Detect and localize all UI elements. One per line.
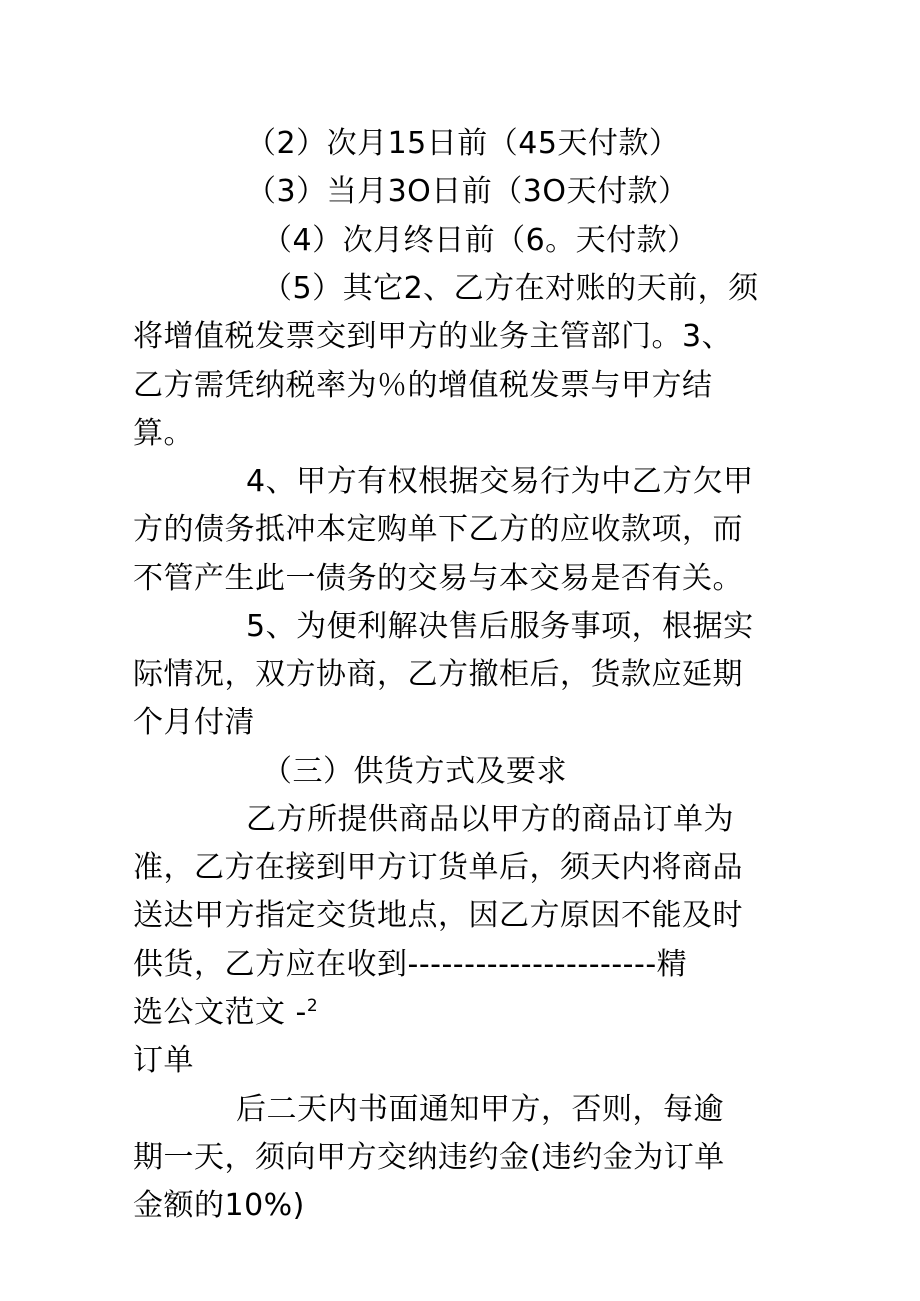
- paragraph-line: 方的债务抵冲本定购单下乙方的应收款项，而: [133, 512, 743, 547]
- supply-clause-line: 乙方所提供商品以甲方的商品订单为: [246, 802, 734, 837]
- paragraph-line: 金额的10%): [133, 1188, 305, 1223]
- footer-text: 选公文范文 -: [133, 995, 307, 1030]
- payment-term-5: （5）其它2、乙方在对账的天前，须: [262, 271, 759, 306]
- clause-5-line: 5、为便利解决售后服务事项，根据实: [246, 609, 754, 644]
- paragraph-line: 乙方需凭纳税率为％的增值税发票与甲方结: [133, 368, 713, 403]
- page-number: 2: [306, 996, 319, 1016]
- payment-term-2: （2）次月15日前（45天付款）: [246, 126, 680, 161]
- notice-clause-line: 后二天内书面通知甲方，否则，每逾: [236, 1092, 724, 1127]
- paragraph-line: 供货，乙方应在收到----------------------精: [133, 947, 688, 982]
- section-heading: （三）供货方式及要求: [262, 754, 567, 789]
- clause-4-line: 4、甲方有权根据交易行为中乙方欠甲: [246, 464, 754, 499]
- paragraph-line: 个月付清: [133, 705, 255, 740]
- paragraph-line: 送达甲方指定交货地点，因乙方原因不能及时: [133, 898, 743, 933]
- paragraph-line: 际情况，双方协商，乙方撤柜后，货款应延期: [133, 657, 743, 692]
- paragraph-line: 期一天，须向甲方交纳违约金(违约金为订单: [133, 1140, 725, 1175]
- paragraph-line: 准，乙方在接到甲方订货单后，须天内将商品: [133, 850, 743, 885]
- payment-term-4: （4）次月终日前（6。天付款）: [262, 223, 698, 258]
- paragraph-line: 将增值税发票交到甲方的业务主管部门。3、: [133, 319, 733, 354]
- payment-term-3: （3）当月3O日前（3O天付款）: [246, 174, 689, 209]
- paragraph-line: 订单: [133, 1043, 194, 1078]
- paragraph-line: 不管产生此一债务的交易与本交易是否有关。: [133, 561, 743, 596]
- paragraph-line: 算。: [133, 416, 194, 451]
- footer-text-line: [133, 993, 318, 1033]
